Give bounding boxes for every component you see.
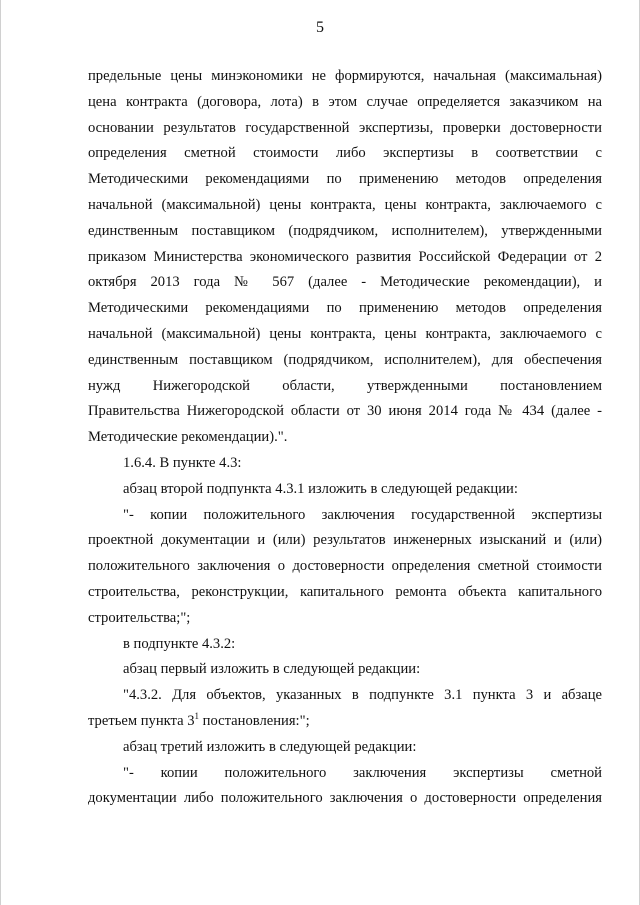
text-fragment: постановления:"; (199, 712, 310, 729)
text-line (88, 709, 602, 735)
text-line: начальной (максимальной) цены контракта, цены контракта, заключаемого с (88, 325, 602, 342)
text-line: определения сметной стоимости либо экспертизы в соответствии с (88, 145, 602, 162)
text-line: Правительства Нижегородской области от 30 июня 2014 года № 434 (далее - (88, 403, 602, 420)
document-body (88, 64, 602, 812)
text-line: строительства, реконструкции, капитального ремонта объекта капитального (88, 583, 602, 600)
text-line: предельные цены минэкономики не формируются, начальная (максимальная) (88, 68, 602, 84)
text-line: строительства;"; (88, 609, 191, 626)
text-line: Методическими рекомендациями по применению методов определения (88, 300, 602, 317)
text-line: 1.6.4. В пункте 4.3: (123, 454, 242, 471)
text-line: Методические рекомендации).". (88, 429, 288, 446)
text-line: основании результатов государственной экспертизы, проверки достоверности (88, 119, 602, 136)
text-line: начальной (максимальной) цены контракта, цены контракта, заключаемого с (88, 196, 602, 213)
text-line: октября 2013 года № 567 (далее - Методические рекомендации), и (88, 274, 602, 291)
text-line: положительного заключения о достоверности определения сметной стоимости (88, 558, 602, 575)
text-line: проектной документации и (или) результатов инженерных изысканий и (или) (88, 532, 602, 549)
text-line: единственным поставщиком (подрядчиком, исполнителем), для обеспечения (88, 351, 602, 368)
text-line: абзац первый изложить в следующей редакции: (123, 661, 421, 678)
text-line: "- копии положительного заключения государственной экспертизы (123, 506, 602, 523)
page-number: 5 (316, 19, 324, 36)
scan-edge-left (0, 0, 1, 905)
text-line: цена контракта (договора, лота) в этом случае определяется заказчиком на (88, 93, 602, 110)
text-line: нужд Нижегородской области, утвержденными постановлением (88, 377, 602, 394)
text-line: абзац третий изложить в следующей редакции: (123, 738, 417, 755)
text-line: в подпункте 4.3.2: (123, 635, 236, 652)
text-line: документации либо положительного заключения о достоверности определения (88, 790, 602, 807)
text-line: абзац второй подпункта 4.3.1 изложить в следующей редакции: (123, 480, 518, 497)
text-line: единственным поставщиком (подрядчиком, исполнителем), утвержденными (88, 222, 602, 239)
text-line: Методическими рекомендациями по применению методов определения (88, 171, 602, 188)
superscript: 1 (194, 710, 200, 721)
text-line: "- копии положительного заключения экспертизы сметной (123, 764, 602, 781)
text-line: "4.3.2. Для объектов, указанных в подпункте 3.1 пункта 3 и абзаце (123, 687, 602, 704)
text-line: приказом Министерства экономического развития Российской Федерации от 2 (88, 248, 602, 265)
text-fragment: третьем пункта 3 (88, 712, 195, 729)
